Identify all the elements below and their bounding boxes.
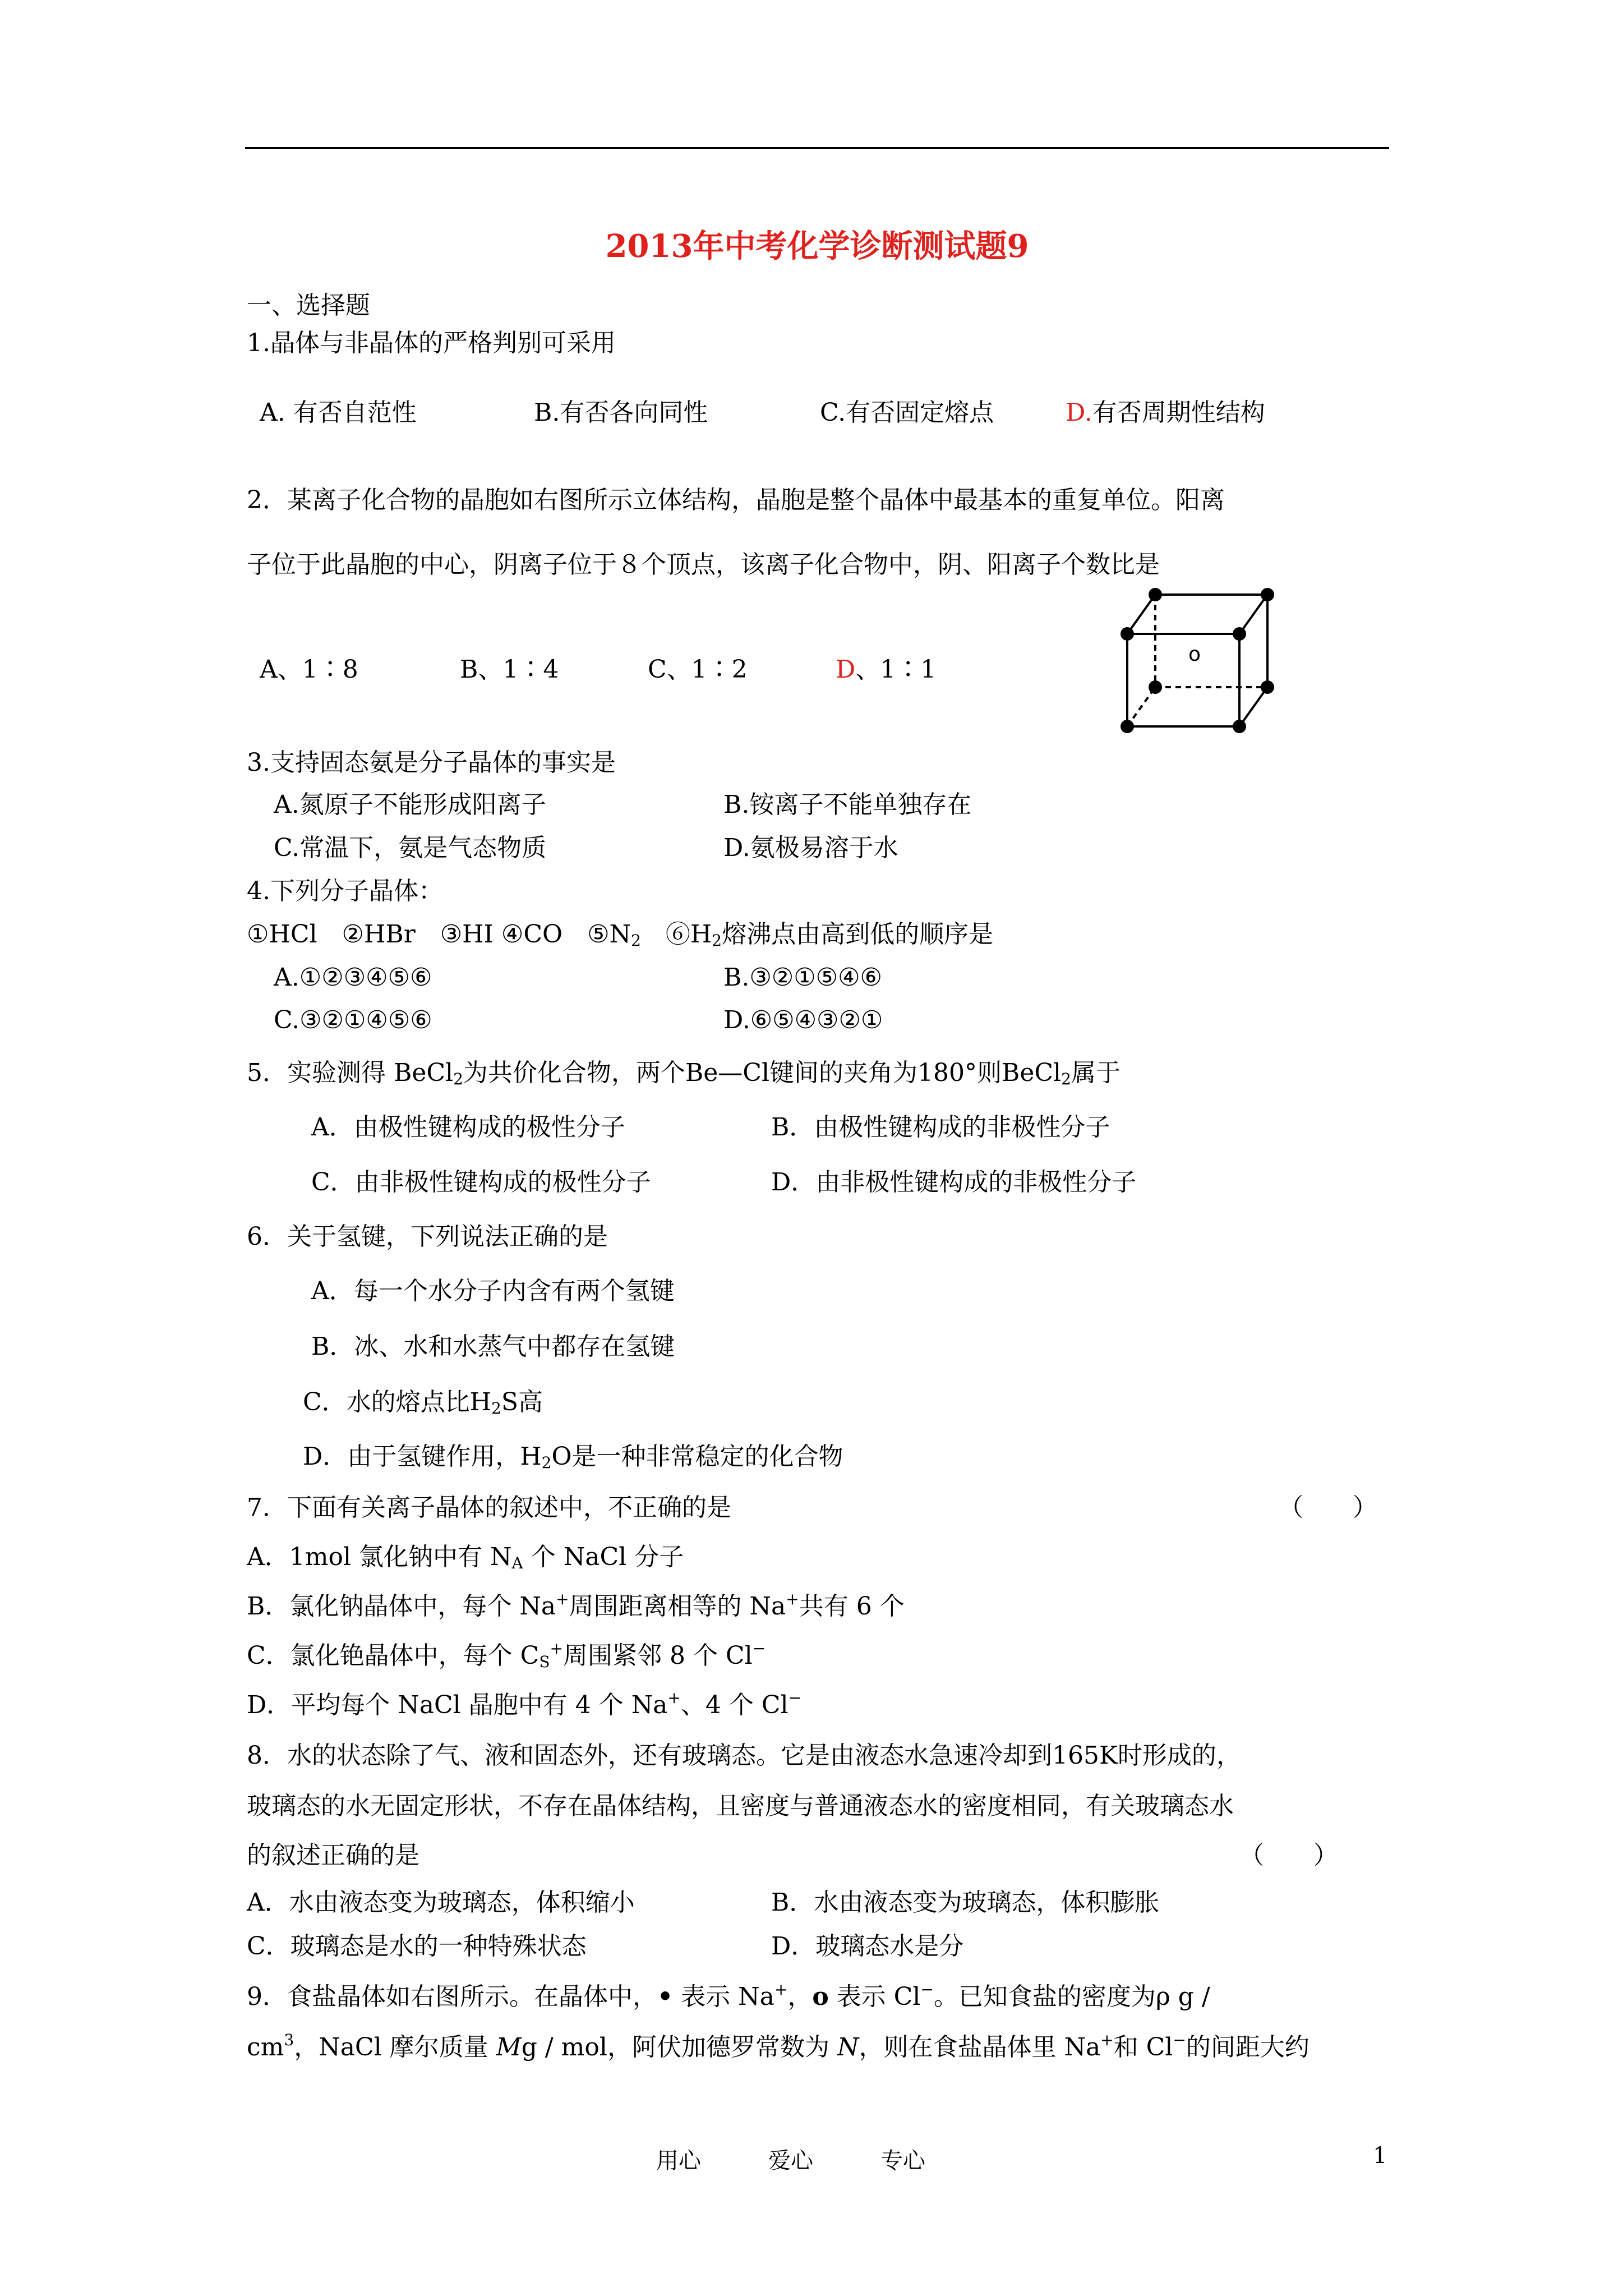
q7-b-pre: B．氯化钠晶体中，每个 Na — [247, 1592, 556, 1621]
q7-a-post: 个 NaCl 分子 — [523, 1543, 684, 1571]
q6-option-d — [303, 1440, 843, 1474]
q7-d-pre: D．平均每个 NaCl 晶胞中有 4 个 Na — [247, 1691, 668, 1719]
q7-b-superscript-2: + — [786, 1590, 799, 1608]
q4-option-c: C.③②①④⑤⑥ — [274, 1006, 432, 1034]
q5-option-a: A．由极性键构成的极性分子 — [311, 1113, 625, 1142]
q1-option-b: B.有否各向同性 — [534, 398, 708, 427]
q2-option-b: B、1∶4 — [460, 655, 559, 684]
q4-stem: 4.下列分子晶体： — [247, 877, 443, 905]
q7-b-post: 共有 6 个 — [799, 1592, 905, 1621]
q9-l1-mid3: 表示 Cl — [828, 1982, 921, 2011]
q7-d-mid: 、4 个 Cl — [680, 1691, 789, 1719]
q8-option-c: C．玻璃态是水的一种特殊状态 — [247, 1932, 587, 1961]
q7-a-subscript: A — [511, 1554, 523, 1572]
q9-line-2 — [247, 2031, 1310, 2064]
q7-a-pre: A．1mol 氯化钠中有 N — [247, 1543, 512, 1571]
q5-stem-pre: 5．实验测得 BeCl — [247, 1059, 454, 1087]
q4-option-a: A.①②③④⑤⑥ — [274, 963, 432, 992]
q9-molar-mass-symbol: M — [496, 2033, 522, 2062]
q4-h2-subscript: 2 — [712, 931, 722, 950]
q3-option-a: A.氮原子不能形成阳离子 — [274, 790, 546, 819]
q8-line-3: 的叙述正确的是 — [247, 1841, 419, 1870]
q5-subscript-1: 2 — [453, 1070, 463, 1088]
q7-option-b — [247, 1590, 905, 1623]
q8-option-d: D．玻璃态水是分 — [771, 1932, 964, 1961]
q2-option-d-text: 、1∶1 — [855, 655, 937, 684]
q2-option-c: C、1∶2 — [648, 655, 748, 684]
q4-option-b: B.③②①⑤④⑥ — [723, 963, 882, 992]
na-dot-symbol: • — [657, 1982, 674, 2011]
q3-stem: 3.支持固态氨是分子晶体的事实是 — [247, 748, 616, 777]
q9-l2-mid4: 和 Cl — [1113, 2033, 1173, 2062]
q4-list-pre: ①HCl ②HBr ③HI ④CO ⑤N — [247, 920, 631, 949]
q6-stem: 6．关于氢键，下列说法正确的是 — [247, 1222, 608, 1251]
q7-option-d — [247, 1688, 801, 1722]
q9-l2-mid1: ，NaCl 摩尔质量 — [294, 2033, 496, 2062]
section-title: 一、选择题 — [247, 291, 370, 320]
q7-c-post: 周围紧邻 8 个 Cl — [562, 1641, 753, 1670]
footer-word-1: 用心 — [656, 2148, 701, 2174]
q4-list-post: 熔沸点由高到低的顺序是 — [722, 920, 994, 949]
q9-na-superscript-2: + — [1100, 2031, 1114, 2049]
q1-stem: 1.晶体与非晶体的严格判别可采用 — [247, 329, 616, 357]
q5-option-d: D．由非极性键构成的非极性分子 — [771, 1168, 1137, 1197]
q3-option-c: C.常温下，氨是气态物质 — [274, 834, 547, 862]
q6-c-post: S高 — [501, 1388, 543, 1416]
q9-l1-pre: 9．食盐晶体如右图所示。在晶体中， — [247, 1982, 657, 2011]
q7-option-a — [247, 1540, 684, 1574]
q2-option-d-letter: D — [836, 655, 856, 684]
q9-l1-post: 。已知食盐的密度为ρ g / — [933, 1982, 1210, 2011]
header-rule — [245, 147, 1389, 149]
q7-answer-bracket: （ ） — [1279, 1493, 1377, 1522]
q1-option-d-letter: D. — [1066, 398, 1092, 427]
q7-c-pre: C．氯化铯晶体中，每个 C — [247, 1641, 540, 1670]
q6-option-c — [303, 1386, 543, 1419]
q7-d-superscript-2: − — [788, 1688, 802, 1707]
q6-c-pre: C．水的熔点比H — [303, 1388, 492, 1416]
q9-cl-superscript-2: − — [1173, 2031, 1186, 2049]
cl-circle-symbol: o — [812, 1982, 829, 2011]
q1-option-d — [1066, 396, 1265, 430]
q9-l2-pre: cm — [247, 2033, 284, 2062]
q5-option-b: B．由极性键构成的非极性分子 — [771, 1113, 1110, 1142]
q5-stem — [247, 1056, 1121, 1090]
cube-center-label: o — [1188, 643, 1201, 666]
document-title: 2013年中考化学诊断测试题9 — [605, 228, 1029, 265]
page-number: 1 — [1373, 2143, 1387, 2169]
q8-line-2: 玻璃态的水无固定形状，不存在晶体结构，且密度与普通液态水的密度相同，有关玻璃态水 — [247, 1792, 1234, 1820]
footer-word-3: 专心 — [880, 2148, 925, 2174]
q9-l2-mid3: ，则在食盐晶体里 Na — [859, 2033, 1101, 2062]
q2-option-a: A、1∶8 — [260, 655, 358, 684]
q2-line-1: 2．某离子化合物的晶胞如右图所示立体结构，晶胞是整个晶体中最基本的重复单位。阳离 — [247, 486, 1225, 514]
q8-answer-bracket: （ ） — [1239, 1841, 1338, 1870]
q5-stem-post: 属于 — [1071, 1059, 1121, 1087]
q7-c-superscript-2: − — [752, 1639, 766, 1658]
q1-option-d-text: 有否周期性结构 — [1092, 398, 1265, 427]
q7-b-superscript-1: + — [556, 1590, 569, 1608]
q7-option-c — [247, 1639, 766, 1673]
q8-option-b: B．水由液态变为玻璃态，体积膨胀 — [771, 1888, 1160, 1917]
q4-n2-subscript: 2 — [631, 931, 641, 950]
q1-option-a: A. 有否自范性 — [260, 398, 417, 427]
q4-molecule-list — [247, 918, 993, 951]
q9-line-1 — [247, 1980, 1210, 2014]
q8-option-a: A．水由液态变为玻璃态，体积缩小 — [247, 1888, 635, 1917]
q2-line-2: 子位于此晶胞的中心，阴离子位于８个顶点，该离子化合物中，阴、阳离子个数比是 — [247, 550, 1160, 579]
q4-list-mid: ⑥H — [640, 920, 712, 949]
q6-option-b: B．冰、水和水蒸气中都存在氢键 — [311, 1332, 675, 1361]
q9-l1-mid1: 表示 Na — [673, 1982, 774, 2011]
q9-na-superscript: + — [774, 1980, 788, 1999]
q4-option-d: D.⑥⑤④③②① — [723, 1006, 883, 1034]
q7-d-superscript-1: + — [667, 1688, 681, 1707]
q5-option-c: C．由非极性键构成的极性分子 — [311, 1168, 651, 1197]
q8-line-1: 8．水的状态除了气、液和固态外，还有玻璃态。它是由液态水急速冷却到165K时形成的， — [247, 1741, 1241, 1770]
q3-option-d: D.氨极易溶于水 — [723, 834, 898, 862]
q6-d-subscript: 2 — [541, 1453, 552, 1472]
q2-option-d — [836, 653, 936, 687]
q7-c-superscript: + — [550, 1639, 563, 1658]
q9-cl-superscript: − — [920, 1980, 934, 1999]
q9-l1-mid2: ， — [787, 1982, 813, 2011]
q5-subscript-2: 2 — [1061, 1070, 1071, 1088]
q9-l2-post: 的间距大约 — [1186, 2033, 1310, 2062]
q3-option-b: B.铵离子不能单独存在 — [723, 790, 972, 819]
footer-word-2: 爱心 — [768, 2148, 813, 2174]
q9-l2-mid2: g / mol，阿伏加德罗常数为 — [521, 2033, 837, 2062]
q6-option-a: A．每一个水分子内含有两个氢键 — [311, 1277, 675, 1305]
q7-b-mid: 周围距离相等的 Na — [569, 1592, 786, 1621]
q7-stem: 7．下面有关离子晶体的叙述中，不正确的是 — [247, 1493, 731, 1522]
q6-c-subscript: 2 — [491, 1399, 501, 1418]
q9-avogadro-symbol: N — [837, 2033, 859, 2062]
q1-option-c: C.有否固定熔点 — [820, 398, 994, 427]
q6-d-pre: D．由于氢键作用，H — [303, 1442, 542, 1471]
q6-d-post: O是一种非常稳定的化合物 — [551, 1442, 843, 1471]
q5-stem-mid: 为共价化合物，两个Be—Cl键间的夹角为180°则BeCl — [463, 1059, 1062, 1087]
q7-c-subscript: S — [539, 1653, 550, 1671]
unit-cell-cube-diagram — [1116, 583, 1284, 740]
q9-cm3-superscript: 3 — [284, 2031, 294, 2049]
